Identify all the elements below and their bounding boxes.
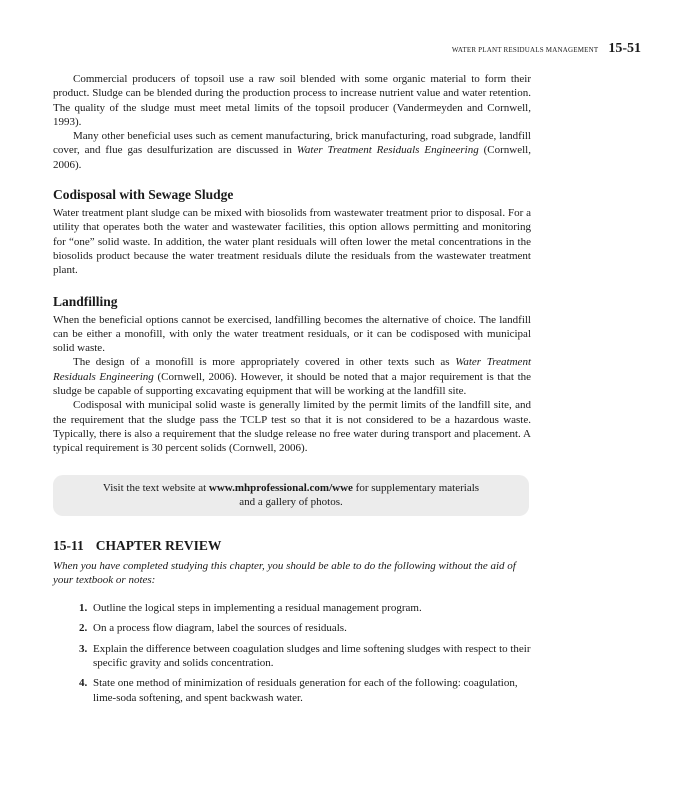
list-item <box>53 621 531 635</box>
callout-line-1 <box>53 481 529 496</box>
paragraph-other-uses <box>53 129 531 172</box>
paragraph-landfilling-2-text-b: (Cornwell, 2006). However, it should be noted that a major requirement is that the sludge be capable of supporting excavating equipment that will be working at the landfill site. <box>53 370 532 398</box>
paragraph-landfilling-3: Codisposal with municipal solid waste is generally limited by the permit limits of the landfill site, and the requirement that the sludge pass the TCLP test so that it is not considered to be a hazardous waste. Typically, there is also a requirement that the sludge release no free water during transport and placement. A typical requirement is 30 percent solids (Cornwell, 2006). <box>53 399 531 455</box>
paragraph-codisposal: Water treatment plant sludge can be mixed with biosolids from wastewater treatment prior to disposal. For a utility that operates both the water and wastewater facilities, this option allows permitting and monitoring for “one” solid waste. In addition, the water plant residuals will often lower the metal concentrations in the biosolids product because the water treatment residuals dilute the residuals from the wastewater treatment plant. <box>53 207 531 277</box>
list-item-text: On a process flow diagram, label the sources of residuals. <box>93 622 347 635</box>
chapter-review-intro: When you have completed studying this chapter, you should be able to do the following without the aid of your textbook or notes: <box>53 559 516 586</box>
chapter-review-list <box>53 601 531 705</box>
list-item-number: 2. <box>79 622 88 635</box>
chapter-review-heading <box>53 537 531 554</box>
list-item <box>53 642 531 671</box>
paragraph-other-uses-text-b: (Cornwell, 2006). <box>53 144 531 171</box>
chapter-review-title: CHAPTER REVIEW <box>95 537 222 553</box>
running-head <box>452 41 641 57</box>
paragraph-landfilling-2 <box>53 355 531 398</box>
paragraph-other-uses-reference: Water Treatment Residuals Engineering <box>296 144 479 157</box>
website-link[interactable]: www.mhprofessional.com/wwe <box>208 481 353 494</box>
list-item-text: Outline the logical steps in implementing a residual management program. <box>93 602 422 615</box>
paragraph-other-uses-text-a: Many other beneficial uses such as cement manufacturing, brick manufacturing, road subgrade, landfill cover, and flue gas desulfurization are discussed in <box>53 130 531 157</box>
running-head-title: WATER PLANT RESIDUALS MANAGEMENT <box>451 46 599 54</box>
list-item-text: State one method of minimization of residuals generation for each of the following: coagulation, lime-soda softening, and spent backwash water. <box>93 677 518 704</box>
paragraph-landfilling-2-reference: Water Treatment Residuals Engineering <box>53 356 531 383</box>
chapter-review-number: 15-11 <box>53 537 84 553</box>
list-item-number: 4. <box>79 677 88 690</box>
page-number: 15-51 <box>608 41 641 56</box>
body-text <box>53 72 531 711</box>
callout-line-2: and a gallery of photos. <box>239 496 343 509</box>
callout-suffix: for supplementary materials <box>352 481 480 494</box>
list-item-text: Explain the difference between coagulation sludges and lime softening sludges with respect to their specific gravity and solids concentration. <box>93 642 531 670</box>
website-callout-box <box>53 475 529 516</box>
list-item-number: 3. <box>79 642 88 655</box>
paragraph-landfilling-1: When the beneficial options cannot be exercised, landfilling becomes the alternative of choice. The landfill can be either a monofill, with only the water treatment residuals, or it can be codisposed with municipal solid waste. <box>53 313 531 355</box>
heading-landfilling: Landfilling <box>53 293 118 309</box>
heading-codisposal: Codisposal with Sewage Sludge <box>53 187 234 203</box>
list-item <box>53 601 531 615</box>
paragraph-landfilling-2-text-a: The design of a monofill is more appropriately covered in other texts such as <box>73 356 456 369</box>
list-item-number: 1. <box>79 602 88 615</box>
list-item <box>53 676 531 705</box>
callout-prefix: Visit the text website at <box>102 481 209 494</box>
paragraph-topsoil: Commercial producers of topsoil use a raw soil blended with some organic material to form their product. Sludge can be blended during the production process to increase nutrient value and water retention. The quality of the sludge must meet metal limits of the topsoil producer (Vandermeyden and Cornwell, 1993). <box>53 73 531 128</box>
